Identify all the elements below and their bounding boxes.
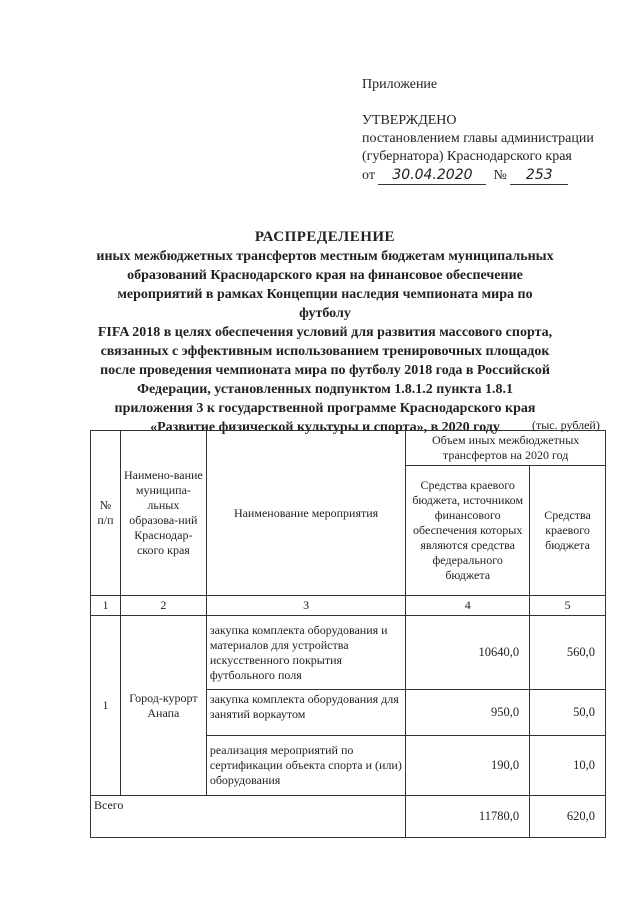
row-regional: 10,0: [530, 736, 606, 796]
document-title: [90, 228, 560, 437]
col-number: 5: [530, 596, 606, 616]
header-municipality: Наимено-вание муниципа-льных образова-ний Краснодар-ского края: [120, 431, 206, 596]
header-federal: Средства краевого бюджета, источником финансового обеспечения которых являются средства федерального бюджета: [406, 466, 530, 596]
approved-label: УТВЕРЖДЕНО: [362, 113, 457, 128]
row-number: 1: [91, 616, 121, 796]
title-main: РАСПРЕДЕЛЕНИЕ: [254, 229, 396, 245]
total-label: Всего: [91, 796, 406, 838]
header-regional: Средства краевого бюджета: [530, 466, 606, 596]
col-number: 3: [206, 596, 405, 616]
title-line: FIFA 2018 в целях обеспечения условий для развития массового спорта,: [97, 325, 553, 340]
total-federal: 11780,0: [406, 796, 530, 838]
units-label: (тыс. рублей): [532, 418, 600, 432]
approval-block: [362, 76, 594, 185]
from-label: от: [362, 168, 375, 183]
title-line: приложения 3 к государственной программе Краснодарского края: [114, 401, 536, 416]
row-event: закупка комплекта оборудования и материалов для устройства искусственного покрытия футбольного поля: [206, 616, 405, 690]
title-line: Федерации, установленных подпунктом 1.8.1.2 пункта 1.8.1: [136, 382, 514, 397]
title-line: после проведения чемпионата мира по футболу 2018 года в Российской: [100, 363, 550, 378]
title-line: мероприятий в рамках Концепции наследия чемпионата мира по футболу: [117, 287, 533, 321]
row-event: закупка комплекта оборудования для занятий воркаутом: [206, 690, 405, 736]
appendix-label: Приложение: [362, 77, 438, 92]
approval-date-line: [362, 166, 594, 185]
row-federal: 950,0: [406, 690, 530, 736]
col-number: 1: [91, 596, 121, 616]
row-federal: 190,0: [406, 736, 530, 796]
total-regional: 620,0: [530, 796, 606, 838]
row-regional: 560,0: [530, 616, 606, 690]
title-line: образований Краснодарского края на финансовое обеспечение: [127, 268, 523, 283]
header-event: Наименование мероприятия: [206, 431, 405, 596]
col-number: 4: [406, 596, 530, 616]
col-number: 2: [120, 596, 206, 616]
total-row: [91, 796, 606, 838]
row-federal: 10640,0: [406, 616, 530, 690]
header-num: № п/п: [91, 431, 121, 596]
header-volume: Объем иных межбюджетных трансфертов на 2020 год: [406, 431, 606, 466]
row-regional: 50,0: [530, 690, 606, 736]
number-label: №: [493, 168, 507, 183]
row-event: реализация мероприятий по сертификации объекта спорта и (или) оборудования: [206, 736, 405, 796]
title-line: «Развитие физической культуры и спорта», в 2020 году: [150, 420, 500, 435]
table-row: [91, 616, 606, 690]
row-municipality: Город-курорт Анапа: [120, 616, 206, 796]
approval-date: 30.04.2020: [378, 166, 486, 185]
title-line: иных межбюджетных трансфертов местным бюджетам муниципальных: [96, 249, 554, 264]
title-line: связанных с эффективным использованием тренировочных площадок: [100, 344, 550, 359]
approval-line-1: постановлением главы администрации: [362, 131, 594, 146]
approval-number: 253: [510, 166, 568, 185]
distribution-table: [90, 430, 606, 838]
approval-line-2: (губернатора) Краснодарского края: [362, 149, 572, 164]
